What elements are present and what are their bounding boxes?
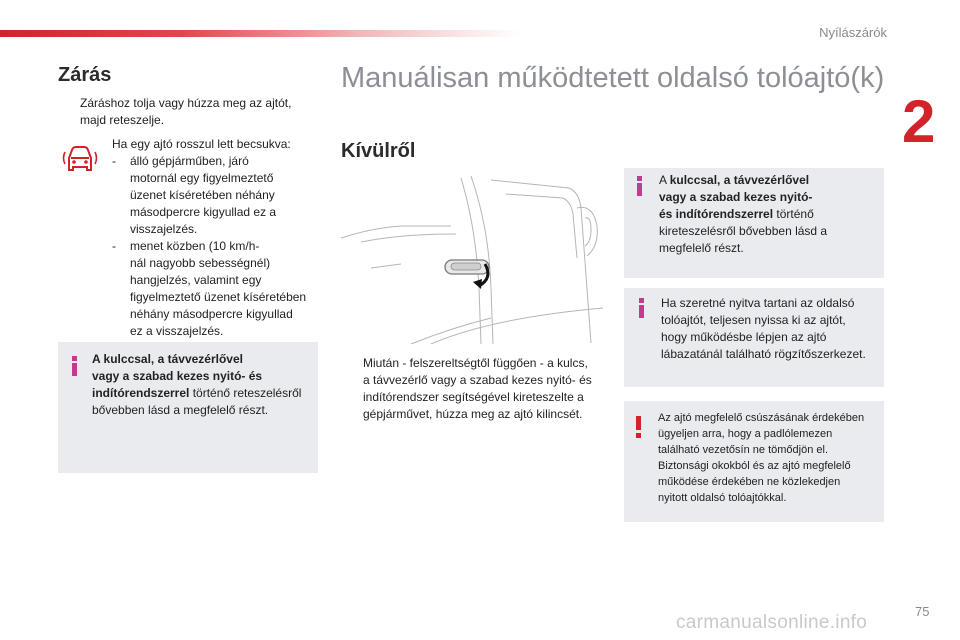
info-rest: történő xyxy=(773,207,814,221)
info-bold: kulccsal, a távvezérlővel xyxy=(669,173,810,187)
info-bold: vagy a szabad kezes nyitó- xyxy=(659,190,813,204)
locking-instruction xyxy=(58,95,328,129)
keep-open-info-box xyxy=(624,288,884,387)
info-bold: indítórendszerrel xyxy=(92,386,190,400)
locking-info-box xyxy=(58,342,318,473)
locking-instruction-text: Záráshoz tolja vagy húzza meg az ajtót, majd reteszelje. xyxy=(80,96,292,127)
info-bold: vagy a szabad kezes nyitó- és xyxy=(92,369,263,383)
safety-warning-text: Az ajtó megfelelő csúszásának érdekében ügyeljen arra, hogy a padlólemezen található vezetősín ne tömődjön el. Biztonsági okokból és az ajtó megfelelő működése érdekében ne közlekedjen nyitott oldalsó tolóajtókkal. xyxy=(658,412,865,504)
watermark: carmanualsonline.info xyxy=(676,612,868,633)
warning-exclamation-icon xyxy=(634,416,644,438)
dash: - xyxy=(112,239,116,253)
info-icon xyxy=(70,356,78,376)
sliding-door-handle-illustration xyxy=(341,168,603,344)
info-icon xyxy=(635,176,643,196)
unlocking-info-box xyxy=(624,168,884,278)
warning-item-text: álló gépjárműben, járó motornál egy figyelmeztető üzenet kíséretében néhány másodpercre kigyullad ez a visszajelzés. xyxy=(130,154,277,236)
info-line: A xyxy=(659,173,670,187)
page-number: 75 xyxy=(915,604,930,619)
locking-heading: Zárás xyxy=(58,64,112,86)
info-icon xyxy=(637,298,645,318)
warning-item-text: menet közben (10 km/h- nál nagyobb sebességnél) hangjelzés, valamint egy figyelmeztető üzenet kíséretében néhány másodpercre kigyullad ez a visszajelzés. xyxy=(130,239,307,338)
open-door-warning xyxy=(112,136,324,340)
info-bold: és indítórendszerrel xyxy=(659,207,774,221)
unlocking-info-text xyxy=(659,172,879,257)
chapter-number: 2 xyxy=(902,88,936,155)
info-bold: A kulccsal, a távvezérlővel xyxy=(92,352,243,366)
car-alarm-icon xyxy=(60,140,100,180)
section-title: Nyílászárók xyxy=(819,25,887,40)
warning-intro: Ha egy ajtó rosszul lett becsukva: xyxy=(112,137,291,151)
page-title: Manuálisan működtetett oldalsó tolóajtó(k) xyxy=(341,62,885,94)
opening-instruction-text: Miután - felszereltségtől függően - a kulcs, a távvezérlő vagy a szabad kezes nyitó- és indítórendszer segítségével kireteszelte a gépjárművet, húzza meg az ajtó kilincsét. xyxy=(363,356,592,421)
opening-instruction xyxy=(341,355,611,423)
info-line: bővebben lásd a megfelelő részt. xyxy=(92,403,269,417)
dash: - xyxy=(112,154,116,168)
locking-info-text xyxy=(92,351,314,419)
from-outside-heading: Kívülről xyxy=(341,140,416,162)
header-accent-bar xyxy=(0,30,520,37)
safety-warning-box xyxy=(624,401,884,522)
keep-open-info-text: Ha szeretné nyitva tartani az oldalsó tolóajtót, teljesen nyissa ki az ajtót, hogy működésbe lépjen az ajtó lábazatánál található rögzítőszerkezet. xyxy=(661,296,866,361)
info-rest: történő reteszelésről xyxy=(189,386,302,400)
warning-item xyxy=(112,238,324,340)
info-line: kireteszelésről bővebben lásd a xyxy=(659,224,828,238)
info-line: megfelelő részt. xyxy=(659,241,744,255)
warning-item xyxy=(112,153,324,238)
